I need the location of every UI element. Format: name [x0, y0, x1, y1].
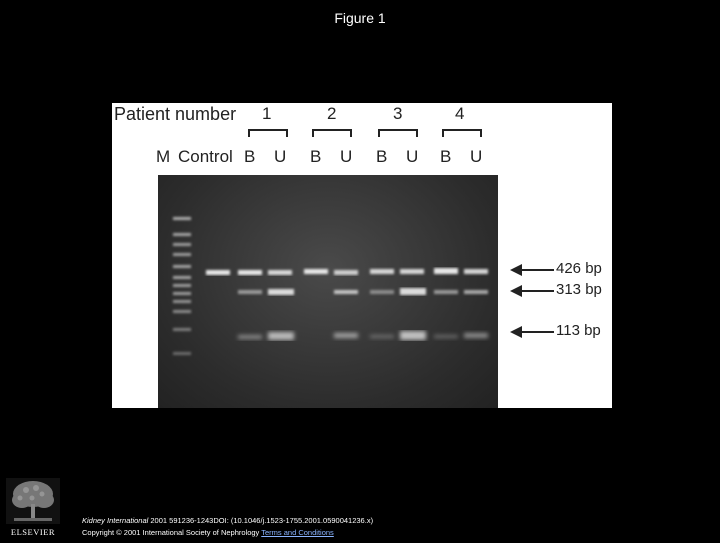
citation-details: 2001 591236-1243DOI: (10.1046/j.1523-1755.2001.0590041236.x) [148, 516, 374, 525]
lane-label-b1: B [244, 147, 256, 166]
patient-1-bracket [248, 129, 288, 137]
patient-4-bracket [442, 129, 482, 137]
marker-ladder [173, 217, 191, 355]
marker-113-label: 113 bp [556, 322, 601, 339]
patient-3-bracket [378, 129, 418, 137]
terms-link[interactable]: Terms and Conditions [261, 528, 334, 537]
patient-1-label: 1 [262, 104, 272, 123]
lane-label-u3: U [406, 147, 419, 166]
copyright-text: Copyright © 2001 International Society of Nephrology [82, 528, 262, 537]
patient-2-label: 2 [327, 104, 337, 123]
marker-426-label: 426 bp [556, 260, 602, 277]
arrow-313-line [520, 290, 554, 292]
gel-figure [112, 103, 612, 408]
patient-2-bracket [312, 129, 352, 137]
slide-title: Figure 1 [334, 10, 386, 26]
arrow-113-icon [510, 326, 522, 338]
lane-label-b4: B [440, 147, 452, 166]
bands-313 [238, 288, 488, 295]
gel-bands [158, 175, 498, 408]
citation-journal: Kidney International [82, 516, 149, 525]
arrow-113-line [520, 331, 554, 333]
lane-label-u2: U [340, 147, 353, 166]
lane-label-control: Control [178, 147, 233, 166]
marker-313-label: 313 bp [556, 281, 602, 298]
lane-label-u1: U [274, 147, 287, 166]
lane-label-b3: B [376, 147, 388, 166]
patient-number-label: Patient number [114, 104, 237, 124]
lane-label-b2: B [310, 147, 322, 166]
copyright-line [82, 528, 334, 537]
arrow-426-line [520, 269, 554, 271]
lane-label-u4: U [470, 147, 483, 166]
citation-line [82, 516, 373, 525]
bands-113 [238, 331, 488, 340]
gel-image [158, 175, 498, 408]
arrow-313-icon [510, 285, 522, 297]
elsevier-wordmark: ELSEVIER [10, 527, 56, 537]
patient-3-label: 3 [393, 104, 403, 123]
patient-4-label: 4 [455, 104, 465, 123]
bands-426 [206, 268, 488, 275]
elsevier-logo [6, 478, 60, 538]
arrow-426-icon [510, 264, 522, 276]
lane-label-m: M [156, 147, 171, 166]
